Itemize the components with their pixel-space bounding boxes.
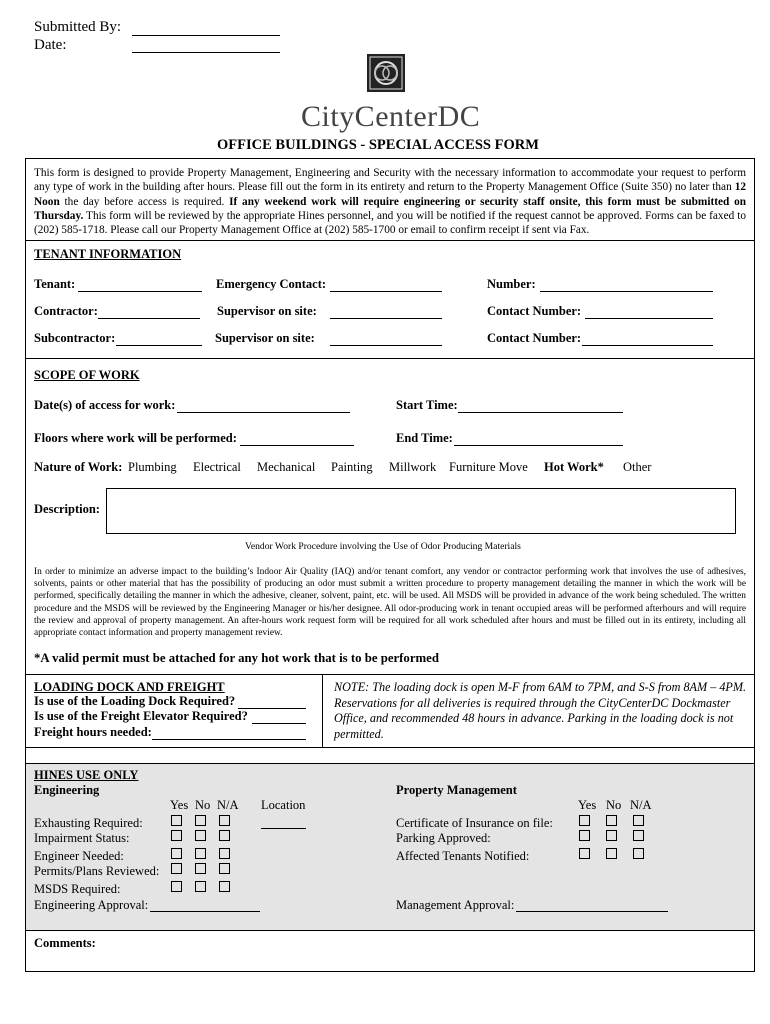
engineer-needed-yes-checkbox[interactable]	[171, 848, 182, 859]
nature-option-hot-work[interactable]: Hot Work*	[544, 460, 604, 474]
submitted-by-label: Submitted By:	[34, 19, 122, 35]
tenants-na-checkbox[interactable]	[633, 848, 644, 859]
pm-item-parking: Parking Approved:	[396, 831, 491, 845]
parking-yes-checkbox[interactable]	[579, 830, 590, 841]
exhausting-yes-checkbox[interactable]	[171, 815, 182, 826]
insurance-yes-checkbox[interactable]	[579, 815, 590, 826]
nature-option-electrical[interactable]: Electrical	[193, 460, 241, 474]
divider-intro	[25, 240, 755, 241]
nature-of-work-label: Nature of Work:	[34, 460, 123, 474]
hines-heading: HINES USE ONLY	[34, 768, 139, 782]
start-time-label: Start Time:	[396, 398, 458, 412]
supervisor-field-2[interactable]	[330, 345, 442, 346]
contact-number-label-1: Contact Number:	[487, 304, 582, 318]
management-approval-label: Management Approval:	[396, 898, 515, 912]
date-field[interactable]	[132, 52, 280, 53]
msds-yes-checkbox[interactable]	[171, 881, 182, 892]
pm-no-header: No	[606, 798, 622, 812]
submitted-by-field[interactable]	[132, 35, 280, 36]
divider-tenant	[25, 358, 755, 359]
supervisor-label-1: Supervisor on site:	[217, 304, 317, 318]
dates-label: Date(s) of access for work:	[34, 398, 176, 412]
freight-hours-label: Freight hours needed:	[34, 725, 152, 739]
loading-divider-vertical	[322, 674, 323, 747]
management-approval-field[interactable]	[516, 911, 668, 912]
nature-option-furniture-move[interactable]: Furniture Move	[449, 460, 528, 474]
odor-procedure-text: In order to minimize an adverse impact to the building’s Indoor Air Quality (IAQ) and/or tenant comfort, any vendor or contractor performing work that involves the use of adhesives, solvents, paints or other material that has the possibility of producing an odor must submit a written procedure to property management detailing the manner in which the work will be performed, specifically detailing the manner in which the adhesive, cleaner, solvent, paint, etc. will be used. All MSDS will be provided in advance of the work being scheduled. The written procedure and the MSDS will be reviewed by the Engineering Manager or his/her designee. All odor-producing work in tenant occupied areas will be performed afterhours and will require the review and approval of property management. An after-hours work request form will be required for all work scheduled after hours and must be filled out in its entirety, including all appropriate contact information and property management review.	[34, 567, 746, 639]
contact-number-field-1[interactable]	[585, 318, 713, 319]
start-time-field[interactable]	[458, 412, 623, 413]
dates-field[interactable]	[177, 412, 350, 413]
loading-dock-note: NOTE: The loading dock is open M-F from 6AM to 7PM, and S-S from 8AM – 4PM. Reservations for all deliveries is required through the CityCenterDC Dockmaster Office, and recommended 48 hours in advance. Parking in the loading dock is not permitted.	[334, 680, 747, 741]
eng-no-header: No	[195, 798, 211, 812]
location-header: Location	[261, 798, 306, 812]
divider-scope	[25, 674, 755, 675]
hot-work-permit-note: *A valid permit must be attached for any hot work that is to be performed	[34, 651, 439, 665]
engineer-needed-no-checkbox[interactable]	[195, 848, 206, 859]
subcontractor-label: Subcontractor:	[34, 331, 116, 345]
loading-heading: LOADING DOCK AND FREIGHT	[34, 680, 225, 694]
contact-number-field-2[interactable]	[582, 345, 713, 346]
tenant-heading: TENANT INFORMATION	[34, 247, 182, 261]
number-field[interactable]	[540, 291, 713, 292]
exhausting-no-checkbox[interactable]	[195, 815, 206, 826]
emergency-contact-label: Emergency Contact:	[216, 277, 327, 291]
nature-option-other[interactable]: Other	[623, 460, 652, 474]
permits-yes-checkbox[interactable]	[171, 863, 182, 874]
loading-dock-question: Is use of the Loading Dock Required?	[34, 694, 236, 708]
exhausting-na-checkbox[interactable]	[219, 815, 230, 826]
pm-na-header: N/A	[630, 798, 652, 812]
divider-hines-bottom	[25, 930, 755, 931]
tenant-field[interactable]	[78, 291, 202, 292]
msds-na-checkbox[interactable]	[219, 881, 230, 892]
subcontractor-field[interactable]	[116, 345, 202, 346]
supervisor-label-2: Supervisor on site:	[215, 331, 315, 345]
eng-yes-header: Yes	[170, 798, 189, 812]
impairment-na-checkbox[interactable]	[219, 830, 230, 841]
eng-item-permits: Permits/Plans Reviewed:	[34, 864, 160, 878]
logo-wordmark: CityCenterDC	[301, 100, 481, 133]
floors-field[interactable]	[240, 445, 354, 446]
freight-elevator-question: Is use of the Freight Elevator Required?	[34, 709, 248, 723]
location-field[interactable]	[261, 828, 306, 829]
divider-loading	[25, 747, 755, 748]
contractor-field[interactable]	[98, 318, 200, 319]
pm-item-tenants: Affected Tenants Notified:	[396, 849, 530, 863]
description-label: Description:	[34, 502, 100, 516]
logo-emblem-icon	[366, 53, 406, 93]
contractor-label: Contractor:	[34, 304, 98, 318]
permits-na-checkbox[interactable]	[219, 863, 230, 874]
insurance-na-checkbox[interactable]	[633, 815, 644, 826]
freight-hours-field[interactable]	[152, 739, 306, 740]
impairment-no-checkbox[interactable]	[195, 830, 206, 841]
insurance-no-checkbox[interactable]	[606, 815, 617, 826]
intro-paragraph: This form is designed to provide Property Management, Engineering and Security with the necessary information to accommodate your request to perform any type of work in the building after hours. Please fill out the form in its entirety and return to the Property Management Office (Suite 350) no later than 12 Noon the day before access is required. If any weekend work will require engineering or security staff onsite, this form must be submitted on Thursday. This form will be reviewed by the appropriate Hines personnel, and you will be notified if the request cannot be approved. Forms can be faxed to (202) 585-1718. Please call our Property Management Office at (202) 585-1700 or email to confirm receipt if sent via Fax.	[34, 167, 746, 237]
date-label: Date:	[34, 37, 67, 53]
comments-field[interactable]	[100, 934, 750, 968]
parking-no-checkbox[interactable]	[606, 830, 617, 841]
eng-item-impairment: Impairment Status:	[34, 831, 130, 845]
tenants-yes-checkbox[interactable]	[579, 848, 590, 859]
floors-label: Floors where work will be performed:	[34, 431, 237, 445]
tenant-label: Tenant:	[34, 277, 76, 291]
pm-item-insurance: Certificate of Insurance on file:	[396, 816, 553, 830]
engineering-approval-field[interactable]	[150, 911, 260, 912]
msds-no-checkbox[interactable]	[195, 881, 206, 892]
end-time-field[interactable]	[454, 445, 623, 446]
eng-na-header: N/A	[217, 798, 239, 812]
pm-yes-header: Yes	[578, 798, 597, 812]
description-field[interactable]	[106, 488, 736, 534]
nature-option-plumbing[interactable]: Plumbing	[128, 460, 177, 474]
eng-item-engineer-needed: Engineer Needed:	[34, 849, 124, 863]
contact-number-label-2: Contact Number:	[487, 331, 582, 345]
vendor-procedure-title: Vendor Work Procedure involving the Use of Odor Producing Materials	[245, 541, 521, 552]
supervisor-field-1[interactable]	[330, 318, 442, 319]
impairment-yes-checkbox[interactable]	[171, 830, 182, 841]
engineering-approval-label: Engineering Approval:	[34, 898, 149, 912]
engineer-needed-na-checkbox[interactable]	[219, 848, 230, 859]
nature-option-millwork[interactable]: Millwork	[389, 460, 437, 474]
loading-dock-field[interactable]	[238, 708, 306, 709]
eng-item-exhausting: Exhausting Required:	[34, 816, 143, 830]
tenants-no-checkbox[interactable]	[606, 848, 617, 859]
parking-na-checkbox[interactable]	[633, 830, 644, 841]
permits-no-checkbox[interactable]	[195, 863, 206, 874]
nature-option-mechanical[interactable]: Mechanical	[257, 460, 316, 474]
eng-item-msds: MSDS Required:	[34, 882, 121, 896]
engineering-label: Engineering	[34, 783, 100, 797]
nature-option-painting[interactable]: Painting	[331, 460, 373, 474]
comments-label: Comments:	[34, 936, 96, 950]
citycenter-logo	[366, 53, 406, 93]
property-management-label: Property Management	[396, 783, 517, 797]
freight-elevator-field[interactable]	[252, 723, 306, 724]
divider-hines-top	[25, 763, 755, 764]
scope-heading: SCOPE OF WORK	[34, 368, 140, 382]
emergency-contact-field[interactable]	[330, 291, 442, 292]
end-time-label: End Time:	[396, 431, 453, 445]
form-title: OFFICE BUILDINGS - SPECIAL ACCESS FORM	[217, 137, 539, 153]
number-label: Number:	[487, 277, 536, 291]
